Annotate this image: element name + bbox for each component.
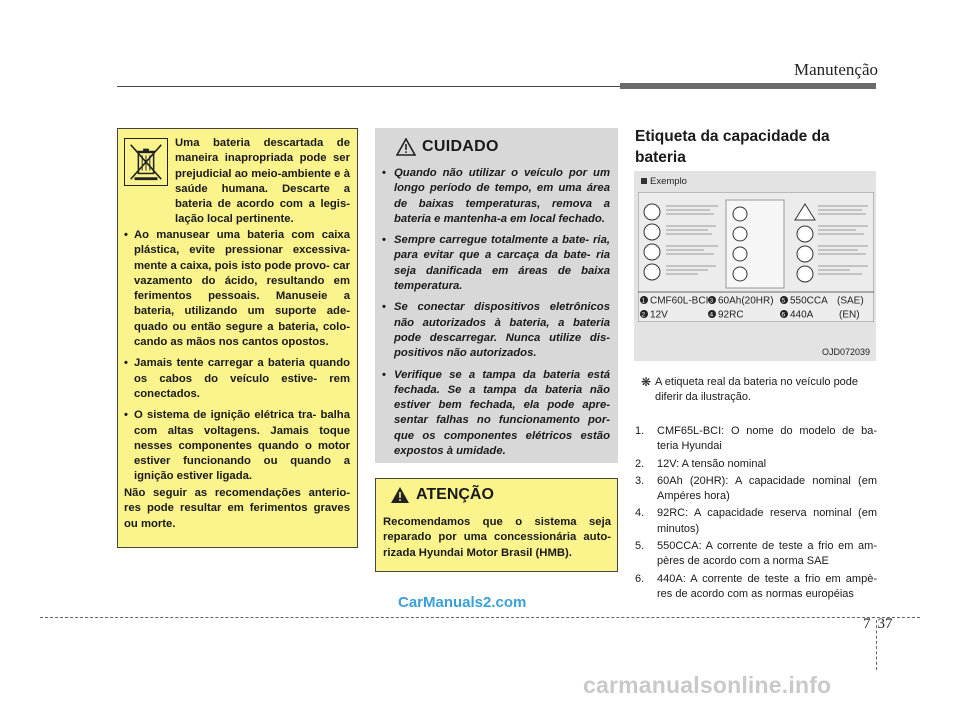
list-item: • Jamais tente carregar a bateria quando os cabos do veículo estive- rem conectados. [124,356,350,402]
disposal-outro-text: Não seguir as recomendações anterio- res pode resultar em ferimentos graves ou morte. [124,487,350,530]
label-item-list [635,424,877,604]
svg-text:5: 5 [781,297,786,305]
page-header-title: Manutenção [793,60,878,79]
watermark-link[interactable]: CarManuals2.com [398,594,527,611]
svg-text:6: 6 [781,311,786,319]
list-item: • Se conectar dispositivos eletrônicos não autorizados à bateria, a bateria pode descarregar. Nunca utilize dis- positivos não autorizados. [382,300,610,361]
svg-text:440A: 440A [790,309,814,321]
attention-title: ATENÇÃO [416,486,494,503]
svg-text:3: 3 [709,297,714,305]
svg-text:550CCA: 550CCA [790,295,828,307]
list-item: • Sempre carregue totalmente a bate- ria, para evitar que a carcaça da bate- ria seja danificada em áreas de baixa temperatura. [382,233,610,294]
list-item: 5. 550CCA: A corrente de teste a frio em am- pères de acordo com a norma SAE [635,540,877,568]
caution-heading [396,138,499,156]
list-item: • Ao manusear uma bateria com caixa plástica, evite pressionar excessiva- mente a caixa, pois isto pode provo- car vazamento do ácido, resultando em ferimentos pessoais. Manuseie a bateria, utilizando um suporte ade- quado ou então segure a bateria, colo- cando as mãos nos cantos opostos. [124,228,350,350]
figure-code: OJD072039 [821,347,870,357]
page-number: 7 37 [863,616,893,632]
svg-text:12V: 12V [650,309,668,321]
disposal-intro-text: Uma bateria descartada de maneira inapropriada pode ser prejudicial ao meio-ambiente e à saúde humana. Descarte a bateria de acordo com a legis- lação local pertinente. [175,137,350,226]
svg-text:92RC: 92RC [718,309,744,321]
header-rule [117,86,620,87]
svg-text:CMF60L-BCI: CMF60L-BCI [650,295,709,307]
footer-rule [40,617,920,618]
watermark-text: carmanualsonline.info [583,672,832,698]
svg-text:(EN): (EN) [839,309,860,321]
disposal-bullet-list [124,228,350,491]
svg-text:2: 2 [641,311,646,319]
svg-text:4: 4 [709,311,714,319]
svg-text:1: 1 [641,297,646,305]
list-item: 4. 92RC: A capacidade reserva nominal (em minutos) [635,507,877,535]
list-item: • Verifique se a tampa da bateria está fechada. Se a tampa da bateria não estiver bem fechada, ela pode apre- sentar falhas no funcionamento por- que os componentes elétricos estão expostos à umidade. [382,368,610,460]
crossed-bin-icon [124,138,168,186]
svg-text:60Ah(20HR): 60Ah(20HR) [718,295,774,307]
header-bar [620,83,876,89]
attention-body: Recomendamos que o sistema seja reparado por uma concessionária auto- rizada Hyundai Motor Brasil (HMB). [383,516,611,559]
label-note: ❋ A etiqueta real da bateria no veículo pode diferir da ilustração. [641,375,859,403]
square-bullet-icon [641,178,647,184]
list-item: • O sistema de ignição elétrica tra- balha com altas voltagens. Jamais toque nesses componentes quando o motor estiver funcionando ou quando a ignição estiver ligada. [124,408,350,484]
list-item: 1. CMF65L-BCI: O nome do modelo de ba- teria Hyundai [635,425,877,453]
list-item: • Quando não utilizar o veículo por um longo período de tempo, em uma área de baixas temperaturas, remova a bateria e mantenha-a em local fechado. [382,166,610,227]
battery-label-image [638,192,874,322]
warning-triangle-icon [390,486,410,504]
list-item: 6. 440A: A corrente de teste a frio em ampè- res de acordo com as normas européias [635,572,877,600]
section-title: Etiqueta da capacidade da bateria [635,128,830,166]
figure-caption: Exemplo [641,176,687,187]
caution-title: CUIDADO [422,138,499,155]
warning-triangle-icon [396,138,416,156]
list-item: 3. 60Ah (20HR): A capacidade nominal (em Ampéres hora) [635,474,877,503]
svg-text:(SAE): (SAE) [837,295,864,307]
asterisk-icon: ❋ [641,375,652,389]
attention-heading [390,486,494,504]
list-item: 2. 12V: A tensão nominal [635,457,767,470]
caution-list [382,166,610,465]
